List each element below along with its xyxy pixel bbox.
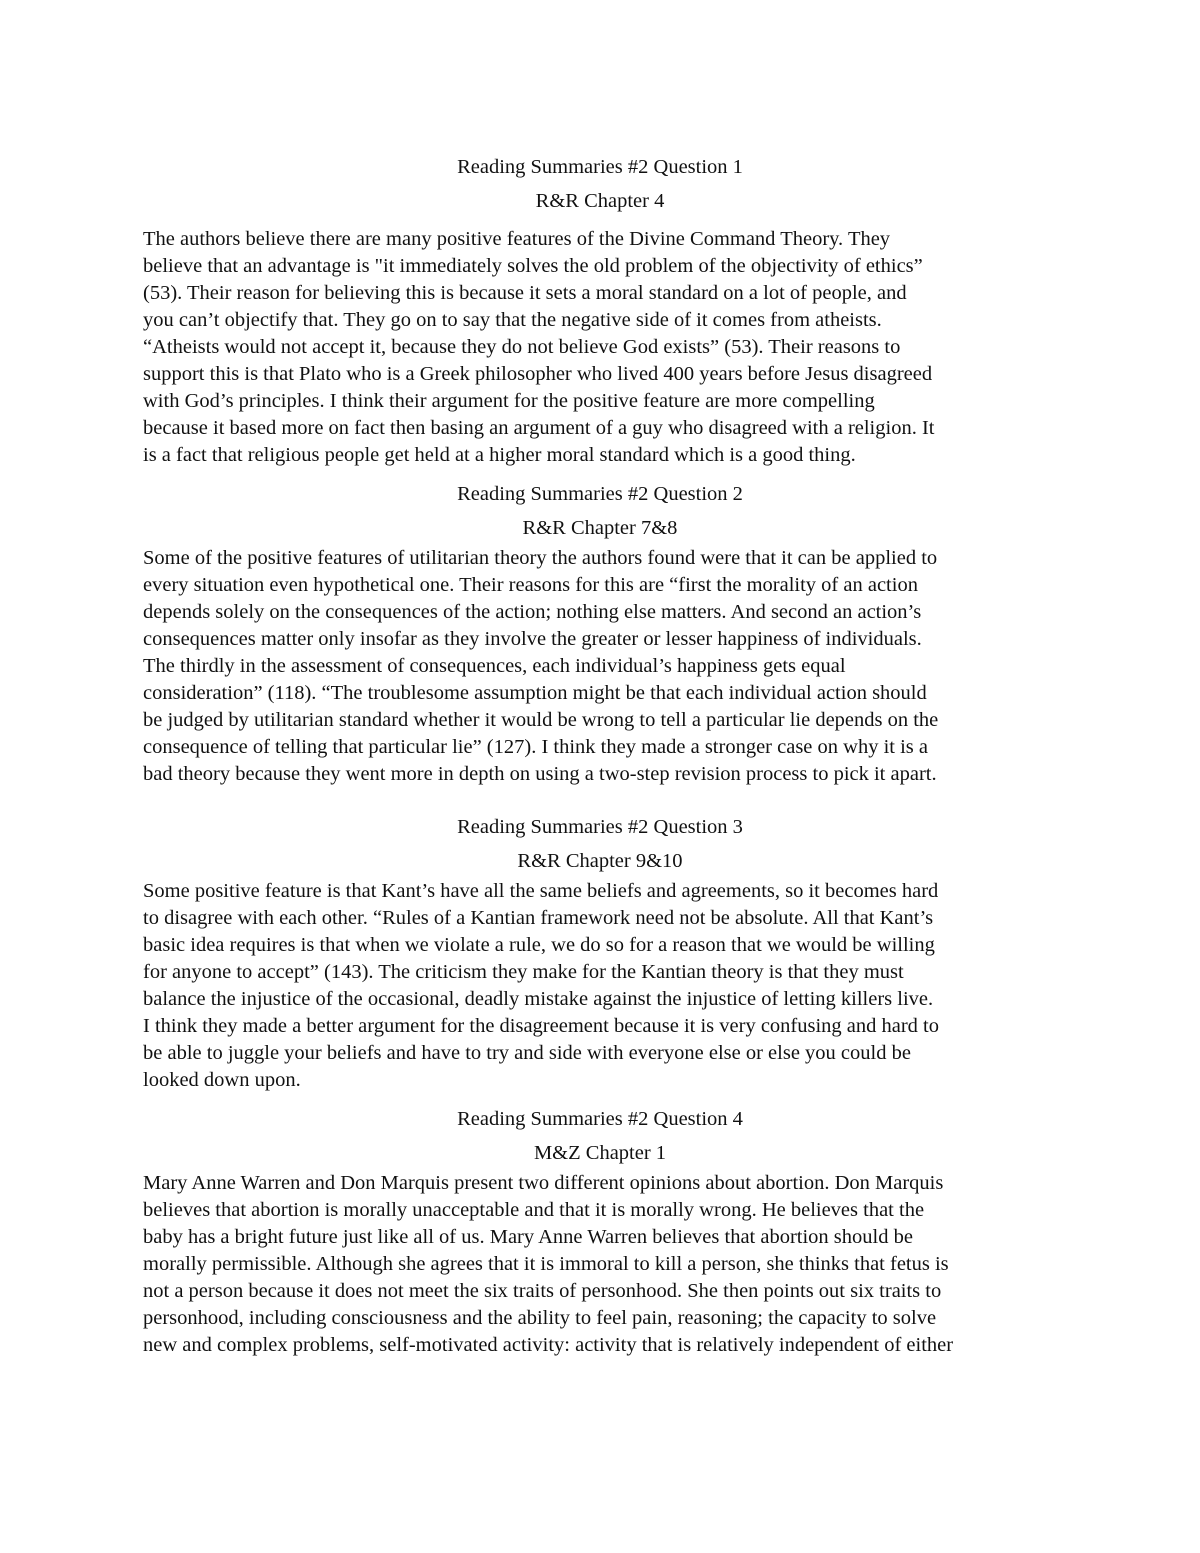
- paragraph-line: is a fact that religious people get held at a higher moral standard which is a good thing.: [143, 444, 856, 466]
- paragraph-line: be judged by utilitarian standard whether it would be wrong to tell a particular lie depends on the: [143, 709, 939, 731]
- paragraph-line: balance the injustice of the occasional, deadly mistake against the injustice of letting killers live.: [143, 988, 934, 1010]
- section-title: Reading Summaries #2 Question 3: [457, 816, 743, 838]
- section-title: Reading Summaries #2 Question 1: [457, 156, 743, 178]
- paragraph-line: basic idea requires is that when we violate a rule, we do so for a reason that we would be willing: [143, 934, 935, 956]
- document-page: [143, 150, 1057, 1359]
- chapter-heading: M&Z Chapter 1: [533, 1142, 667, 1164]
- chapter-heading: R&R Chapter 9&10: [517, 850, 683, 872]
- chapter-heading: R&R Chapter 7&8: [522, 517, 678, 539]
- paragraph-line: bad theory because they went more in depth on using a two-step revision process to pick it apart.: [143, 763, 937, 785]
- paragraph-line: because it based more on fact then basing an argument of a guy who disagreed with a religion. It: [143, 417, 935, 439]
- paragraph-line: Some positive feature is that Kant’s have all the same beliefs and agreements, so it becomes hard: [143, 880, 939, 902]
- paragraph: [143, 545, 1057, 788]
- paragraph: [143, 878, 1057, 1094]
- paragraph-line: The thirdly in the assessment of consequences, each individual’s happiness gets equal: [143, 655, 846, 677]
- section-question-3: [143, 810, 1057, 1094]
- paragraph-line: looked down upon.: [143, 1069, 301, 1091]
- paragraph-line: baby has a bright future just like all of us. Mary Anne Warren believes that abortion should be: [143, 1226, 913, 1248]
- paragraph-line: morally permissible. Although she agrees that it is immoral to kill a person, she thinks that fetus is: [143, 1253, 949, 1275]
- chapter-heading: R&R Chapter 4: [535, 190, 665, 212]
- paragraph-line: The authors believe there are many positive features of the Divine Command Theory. They: [143, 228, 891, 250]
- paragraph-line: to disagree with each other. “Rules of a Kantian framework need not be absolute. All that Kant’s: [143, 907, 934, 929]
- paragraph-line: not a person because it does not meet the six traits of personhood. She then points out six traits to: [143, 1280, 942, 1302]
- paragraph-line: Some of the positive features of utilitarian theory the authors found were that it can be applied to: [143, 547, 938, 569]
- paragraph-line: depends solely on the consequences of the action; nothing else matters. And second an action’s: [143, 601, 922, 623]
- paragraph-line: with God’s principles. I think their argument for the positive feature are more compelling: [143, 390, 875, 412]
- paragraph-line: consequence of telling that particular lie” (127). I think they made a stronger case on why it is a: [143, 736, 928, 758]
- paragraph-line: new and complex problems, self-motivated activity: activity that is relatively independent of either: [143, 1334, 954, 1356]
- paragraph-line: I think they made a better argument for the disagreement because it is very confusing and hard to: [143, 1015, 940, 1037]
- paragraph: [143, 1170, 1057, 1359]
- paragraph-line: believe that an advantage is "it immediately solves the old problem of the objectivity of ethics”: [143, 255, 923, 277]
- section-question-4: [143, 1102, 1057, 1359]
- paragraph-line: consideration” (118). “The troublesome assumption might be that each individual action should: [143, 682, 927, 704]
- section-question-2: [143, 477, 1057, 788]
- paragraph-line: Mary Anne Warren and Don Marquis present two different opinions about abortion. Don Marquis: [143, 1172, 944, 1194]
- paragraph-line: believes that abortion is morally unacceptable and that it is morally wrong. He believes that the: [143, 1199, 925, 1221]
- section-title: Reading Summaries #2 Question 2: [457, 483, 743, 505]
- paragraph-line: you can’t objectify that. They go on to say that the negative side of it comes from atheists.: [143, 309, 882, 331]
- paragraph: [143, 226, 1057, 469]
- paragraph-line: be able to juggle your beliefs and have to try and side with everyone else or else you could be: [143, 1042, 911, 1064]
- paragraph-line: “Atheists would not accept it, because they do not believe God exists” (53). Their reasons to: [143, 336, 901, 358]
- paragraph-line: consequences matter only insofar as they involve the greater or lesser happiness of individuals.: [143, 628, 922, 650]
- paragraph-line: support this is that Plato who is a Greek philosopher who lived 400 years before Jesus disagreed: [143, 363, 933, 385]
- paragraph-line: (53). Their reason for believing this is because it sets a moral standard on a lot of people, and: [143, 282, 907, 304]
- section-title: Reading Summaries #2 Question 4: [457, 1108, 743, 1130]
- section-question-1: [143, 150, 1057, 469]
- paragraph-line: every situation even hypothetical one. Their reasons for this are “first the morality of an action: [143, 574, 918, 596]
- paragraph-line: personhood, including consciousness and the ability to feel pain, reasoning; the capacity to solve: [143, 1307, 937, 1329]
- paragraph-line: for anyone to accept” (143). The criticism they make for the Kantian theory is that they must: [143, 961, 904, 983]
